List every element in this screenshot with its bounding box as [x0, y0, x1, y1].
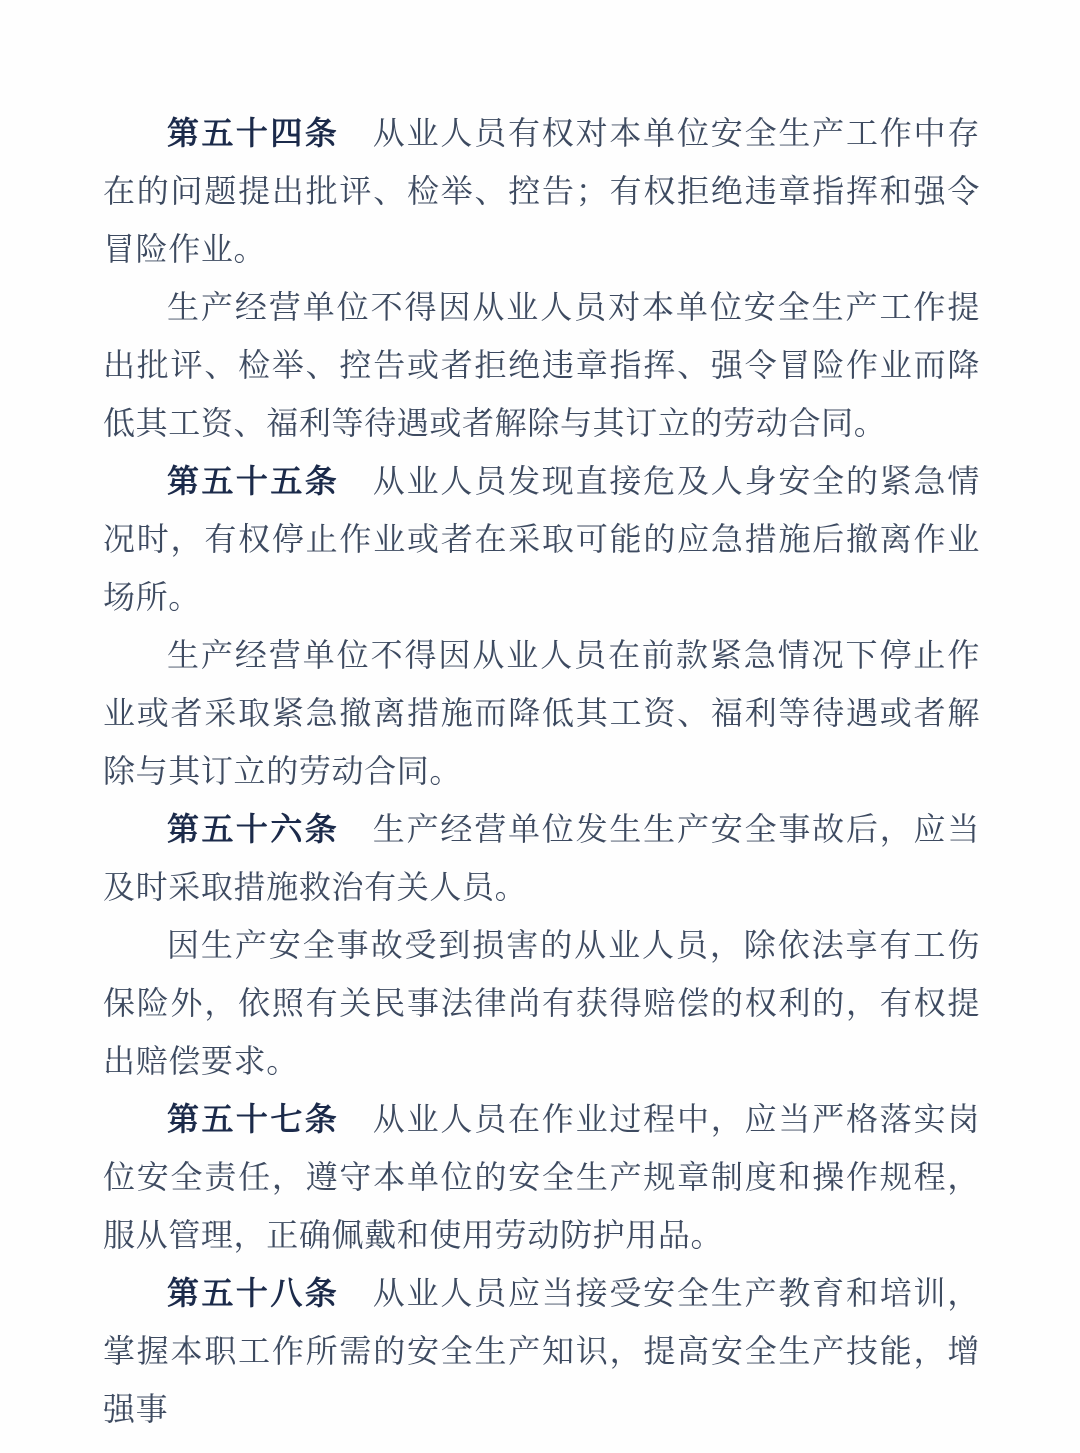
article-number: 第五十八条 [167, 1274, 340, 1312]
article-number: 第五十六条 [167, 810, 340, 848]
paragraph-text: 从业人员应当接受安全生产教育和培训，掌握本职工作所需的安全生产知识，提高安全生产技能，增强事 [103, 1275, 980, 1427]
paragraph-article-57 [103, 1090, 980, 1264]
paragraph-article-58 [103, 1264, 980, 1438]
paragraph-text: 从业人员发现直接危及人身安全的紧急情况时，有权停止作业或者在采取可能的应急措施后撤离作业场所。 [103, 463, 980, 615]
paragraph-text: 从业人员在作业过程中，应当严格落实岗位安全责任，遵守本单位的安全生产规章制度和操作规程，服从管理，正确佩戴和使用劳动防护用品。 [103, 1101, 980, 1253]
paragraph-text: 因生产安全事故受到损害的从业人员，除依法享有工伤保险外，依照有关民事法律尚有获得赔偿的权利的，有权提出赔偿要求。 [103, 927, 980, 1079]
paragraph [103, 278, 980, 452]
article-number: 第五十七条 [167, 1100, 340, 1138]
paragraph [103, 916, 980, 1090]
paragraph-text: 生产经营单位不得因从业人员对本单位安全生产工作提出批评、检举、控告或者拒绝违章指挥、强令冒险作业而降低其工资、福利等待遇或者解除与其订立的劳动合同。 [103, 289, 980, 441]
paragraph-article-56 [103, 800, 980, 916]
paragraph-text: 生产经营单位不得因从业人员在前款紧急情况下停止作业或者采取紧急撤离措施而降低其工资、福利等待遇或者解除与其订立的劳动合同。 [103, 637, 980, 789]
article-number: 第五十五条 [167, 462, 340, 500]
article-number: 第五十四条 [167, 114, 340, 152]
paragraph [103, 626, 980, 800]
paragraph-article-54 [103, 104, 980, 278]
paragraph-text: 从业人员有权对本单位安全生产工作中存在的问题提出批评、检举、控告；有权拒绝违章指挥和强令冒险作业。 [103, 115, 980, 267]
paragraph-article-55 [103, 452, 980, 626]
paragraph-text: 生产经营单位发生生产安全事故后，应当及时采取措施救治有关人员。 [103, 811, 980, 905]
